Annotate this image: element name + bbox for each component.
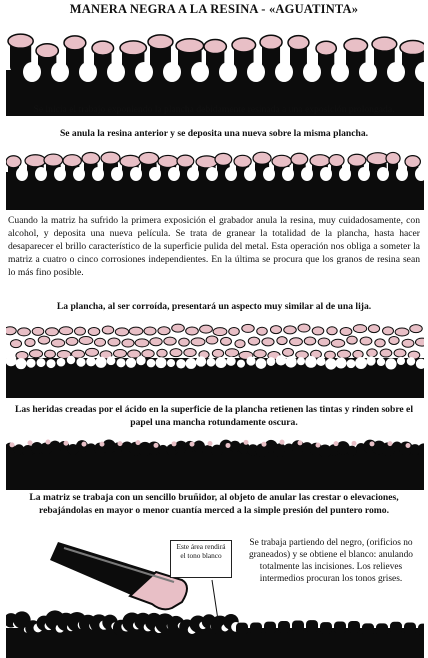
resin-drop <box>375 339 385 347</box>
ink-speck <box>118 441 123 446</box>
resin-drop <box>405 156 420 168</box>
plate-pit <box>246 356 255 365</box>
ink-speck <box>352 441 357 446</box>
plate-pit <box>73 167 85 181</box>
resin-drop <box>94 338 105 346</box>
resin-drop <box>312 327 324 335</box>
resin-drop <box>290 338 303 346</box>
ink-speck <box>262 442 267 447</box>
resin-drop <box>260 35 282 49</box>
plate-pit <box>92 167 104 181</box>
resin-drop <box>389 336 399 344</box>
resin-drop <box>213 328 227 336</box>
resin-drop <box>108 338 120 346</box>
resin-drop <box>318 338 330 346</box>
resin-drop <box>170 349 182 357</box>
resin-drop <box>212 349 223 357</box>
resin-drop <box>18 328 31 336</box>
resin-drop <box>234 155 251 167</box>
resin-drop <box>164 337 176 345</box>
plate-pit <box>187 167 199 181</box>
resin-drop <box>157 349 167 357</box>
step3-heading: La plancha, al ser corroída, presentará un aspecto muy similar al de una lija. <box>56 301 372 312</box>
ink-speck <box>370 441 375 446</box>
resin-drop <box>46 328 59 336</box>
plate-pit <box>263 167 275 181</box>
plate-bump <box>250 622 262 634</box>
resin-drop <box>25 155 46 167</box>
resin-drop <box>254 350 266 358</box>
resin-drop <box>8 34 33 48</box>
plate-pit <box>111 167 123 181</box>
resin-drop <box>32 327 44 335</box>
plate-pit <box>26 359 35 368</box>
plate-pit <box>237 360 245 368</box>
resin-drop <box>102 326 113 334</box>
plate-pit <box>155 357 166 368</box>
resin-drop <box>400 41 424 55</box>
resin-drop <box>92 41 114 55</box>
resin-drop <box>248 337 259 345</box>
resin-drop <box>225 349 238 357</box>
tone-callout: Este área rendirá el tono blanco <box>170 540 232 578</box>
resin-drop <box>6 156 21 168</box>
resin-drop <box>257 327 268 335</box>
step3-paragraph: Cuando la matriz ha sufrido la primera exposición el grabador anula la resina, muy cuidadosamente, con alcohol, y deposita una nueva película. Se trata de granear la totalidad de la plancha, hasta hacer desaparecer el brillo característico de la superficie pulida del metal. Esta operación nos obliga a someter la matriz a cuatro o cinco corrosiones independientes. En la última se procura que los granos de resina sean lo más fino posible. <box>8 215 420 278</box>
plate-bump <box>362 623 374 635</box>
resin-drop <box>179 338 190 346</box>
plate-pit <box>244 167 256 181</box>
resin-drop <box>139 152 159 164</box>
resin-drop <box>122 339 134 347</box>
plate-pit <box>397 357 405 365</box>
plate-pit <box>186 358 197 369</box>
resin-drop <box>38 336 50 344</box>
plate-pit <box>163 62 181 82</box>
plate-bump <box>278 621 290 633</box>
resin-drop <box>337 350 350 358</box>
plate-pit <box>285 356 297 368</box>
plate-pit <box>35 167 47 181</box>
resin-drop <box>45 350 56 358</box>
plate-pit <box>51 62 69 82</box>
resin-drop <box>395 328 409 336</box>
plate-pit <box>107 62 125 82</box>
resin-drop <box>25 338 35 346</box>
resin-drop <box>348 154 366 166</box>
resin-drop <box>372 37 397 51</box>
resin-drop <box>158 327 170 335</box>
plate-bump <box>320 622 332 634</box>
resin-drop <box>59 327 72 335</box>
plate-pit <box>355 357 367 369</box>
plate-pit <box>196 356 206 366</box>
plate-pit <box>316 357 325 366</box>
resin-drop <box>380 349 392 357</box>
resin-drop <box>186 327 199 335</box>
plate-bump <box>418 624 424 636</box>
plate-pit <box>79 62 97 82</box>
plate-pit <box>168 167 180 181</box>
resin-drop <box>253 152 271 164</box>
plate-pit <box>37 358 46 367</box>
resin-drop <box>148 35 173 49</box>
resin-drop <box>288 36 309 50</box>
resin-drop <box>327 327 337 335</box>
plate-pit <box>331 62 349 82</box>
resin-drop <box>298 324 310 332</box>
resin-drop <box>196 156 218 168</box>
plate-pit <box>297 357 305 365</box>
plate-pit <box>396 167 408 181</box>
resin-drop <box>262 338 274 346</box>
resin-drop <box>142 350 154 358</box>
resin-drop <box>382 327 393 335</box>
plate-pit <box>16 167 28 181</box>
plate-pit <box>149 167 161 181</box>
ink-bump <box>347 446 357 456</box>
plate-pit <box>219 62 237 82</box>
resin-drop <box>282 348 293 356</box>
ink-speck <box>388 441 393 446</box>
ink-speck <box>46 440 51 445</box>
plate-pit <box>130 167 142 181</box>
plate-pit <box>135 62 153 82</box>
plate-pit <box>191 62 209 82</box>
ink-speck <box>154 443 159 448</box>
plate-pit <box>339 167 351 181</box>
resin-drop <box>415 338 424 346</box>
resin-drop <box>176 39 204 53</box>
ink-speck <box>334 441 339 446</box>
ink-speck <box>208 441 213 446</box>
plate-pit <box>303 62 321 82</box>
ink-speck <box>316 443 321 448</box>
plate-pit <box>225 167 237 181</box>
plate-pit <box>206 167 218 181</box>
plate-pit <box>305 356 317 368</box>
resin-drop <box>291 153 308 165</box>
resin-drop <box>82 152 100 164</box>
plate-pit <box>377 358 385 366</box>
plate-pit <box>107 356 116 365</box>
resin-drop <box>367 349 378 357</box>
plate-pit <box>275 62 293 82</box>
page-title: MANERA NEGRA A LA RESINA - «AGUATINTA» <box>69 2 359 16</box>
plate-pit <box>215 357 226 368</box>
plate-pit <box>366 356 375 365</box>
resin-drop <box>331 339 344 347</box>
resin-drop <box>158 155 178 167</box>
resin-drop <box>135 339 149 347</box>
plate-pit <box>282 167 294 181</box>
plate-pit <box>76 358 85 367</box>
plate-pit <box>57 358 66 367</box>
step5-caption: La matriz se trabaja con un sencillo bruñidor, al objeto de anular las crestar o elevaciones, rebajándolas en mayor o menor cuantía merced a la simple presión del puntero romo. <box>29 492 399 516</box>
resin-drop <box>394 349 406 357</box>
resin-drop <box>184 349 196 357</box>
resin-drop <box>242 324 254 332</box>
plate-pit <box>377 167 389 181</box>
ink-speck <box>64 441 69 446</box>
plate-pit <box>247 62 265 82</box>
resin-drop <box>36 44 58 58</box>
plate-illustration-corroded <box>6 318 424 398</box>
resin-drop <box>129 327 143 335</box>
plate-pit <box>54 167 66 181</box>
plate-pit <box>167 359 175 367</box>
plate-pit <box>325 358 336 369</box>
plate-pit <box>347 359 356 368</box>
ink-speck <box>28 440 33 445</box>
plate-pit <box>207 358 216 367</box>
plate-pit <box>358 167 370 181</box>
resin-drop <box>6 327 16 335</box>
resin-drop <box>325 351 336 359</box>
resin-drop <box>120 155 141 167</box>
resin-drop <box>206 336 218 344</box>
plate-pit <box>267 357 276 366</box>
plate-bump <box>376 623 388 635</box>
resin-drop <box>410 325 423 333</box>
resin-drop <box>191 338 205 346</box>
resin-drop <box>113 349 126 357</box>
resin-drop <box>120 41 146 55</box>
resin-drop <box>229 327 240 335</box>
plate-bump <box>264 622 276 634</box>
resin-drop <box>101 152 120 164</box>
resin-drop <box>310 155 330 167</box>
plate-pit <box>276 355 286 365</box>
ink-speck <box>406 443 411 448</box>
resin-drop <box>353 325 366 333</box>
resin-drop <box>272 155 291 167</box>
ink-speck <box>298 440 303 445</box>
resin-drop <box>344 39 368 53</box>
resin-drop <box>66 337 78 345</box>
resin-drop <box>386 152 400 164</box>
plate-bump <box>334 622 346 634</box>
resin-drop <box>75 327 86 335</box>
plate-pit <box>301 167 313 181</box>
plate-pit <box>46 359 55 368</box>
resin-drop <box>347 336 357 344</box>
resin-drop <box>115 328 128 336</box>
plate-pit <box>407 357 416 366</box>
plate-bump <box>404 622 416 634</box>
resin-drop <box>232 38 256 52</box>
resin-drop <box>51 339 64 347</box>
resin-drop <box>85 348 98 356</box>
plate-pit <box>320 167 332 181</box>
plate-bump <box>292 620 304 632</box>
plate-pit <box>387 62 405 82</box>
ink-speck <box>10 442 15 447</box>
plate-illustration-inked <box>6 432 424 490</box>
resin-drop <box>64 36 86 50</box>
step2-heading: Se anula la resina anterior y se deposita una nueva sobre la misma plancha. <box>59 128 369 139</box>
plate-pit <box>116 358 125 367</box>
resin-drop <box>200 325 213 333</box>
ink-speck <box>172 441 177 446</box>
callout-pointer <box>212 580 218 620</box>
resin-drop <box>329 155 344 167</box>
plate-pit <box>23 62 41 82</box>
resin-drop <box>204 40 226 54</box>
plate-pit <box>385 358 396 369</box>
plate-bump <box>236 623 248 635</box>
ink-speck <box>226 443 231 448</box>
ink-speck <box>82 442 87 447</box>
resin-drop <box>304 337 316 345</box>
resin-drop <box>79 336 93 344</box>
plate-pit <box>226 356 235 365</box>
resin-drop <box>172 324 185 332</box>
resin-drop <box>88 327 100 335</box>
resin-drop <box>277 337 287 345</box>
step1-caption: Se inicia el trabajo exponiendo la plancha debidamente resinada a una exposición prolongada. <box>33 104 395 115</box>
resin-drop <box>368 325 379 333</box>
plate-pit <box>359 62 377 82</box>
resin-drop <box>150 338 162 346</box>
resin-drop <box>144 327 156 335</box>
resin-drop <box>177 155 194 167</box>
plate-pit <box>147 359 156 368</box>
burnisher-icon <box>50 542 187 609</box>
plate-pit <box>15 358 26 369</box>
plate-pit <box>335 357 346 368</box>
resin-drop <box>270 326 281 334</box>
ink-speck <box>190 442 195 447</box>
plate-pit <box>176 359 185 368</box>
resin-drop <box>215 153 232 165</box>
ink-speck <box>244 440 249 445</box>
resin-drop <box>10 340 21 348</box>
side-note: Se trabaja partiendo del negro, (orificios no graneados) y se obtiene el blanco: anulando totalmente las incisiones. Los relieves intermedios procuran los tonos grises. <box>248 538 413 584</box>
resin-drop <box>44 154 63 166</box>
step4-caption: Las heridas creadas por el ácido en la superficie de la plancha retienen las tintas y rinden sobre el papel una mancha rotundamente oscura. <box>15 404 413 428</box>
plate-bump <box>348 621 360 633</box>
resin-drop <box>235 340 245 348</box>
resin-drop <box>29 350 42 358</box>
plate-illustration-initial <box>6 20 424 116</box>
resin-drop <box>340 327 352 335</box>
plate-bump <box>306 620 318 632</box>
resin-drop <box>63 155 81 167</box>
ink-speck <box>100 442 105 447</box>
plate-illustration-resin-renewed <box>6 146 424 212</box>
ink-speck <box>280 440 285 445</box>
plate-pit <box>256 358 267 369</box>
resin-drop <box>367 153 389 165</box>
plate-pit <box>136 356 145 365</box>
resin-drop <box>360 337 372 345</box>
plate-pit <box>95 357 106 368</box>
plate-pit <box>86 357 96 367</box>
plate-pit <box>67 356 76 365</box>
resin-drop <box>402 339 414 347</box>
ink-speck <box>136 440 141 445</box>
resin-drop <box>316 41 336 55</box>
resin-drop <box>221 337 232 345</box>
plate-pit <box>126 358 136 368</box>
resin-drop <box>284 326 297 334</box>
plate-bump <box>390 622 402 634</box>
